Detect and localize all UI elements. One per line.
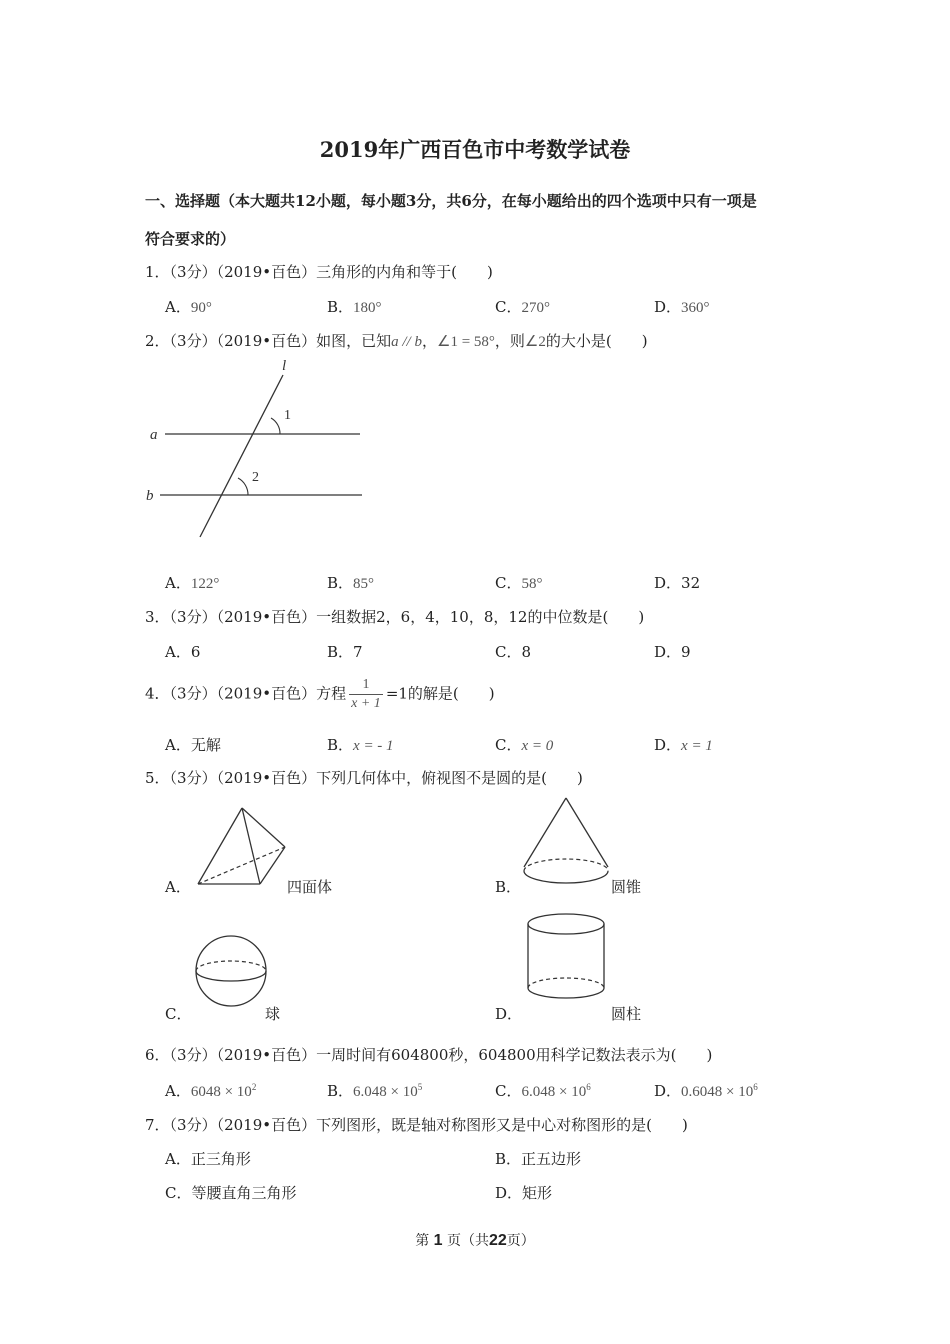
page-title: 2019年广西百色市中考数学试卷: [319, 137, 631, 162]
angle-1-arc: [271, 418, 280, 434]
q3-option-b: B．7: [327, 643, 363, 661]
q5-option-d-label: D．: [495, 1005, 523, 1023]
parallel-lines-figure: [140, 360, 380, 545]
q5-option-c-name: 球: [265, 1005, 281, 1023]
cylinder-figure: [523, 910, 609, 1004]
label-1: 1: [284, 408, 291, 423]
q7-option-b: B．正五边形: [495, 1150, 582, 1168]
tetrahedron-figure: [190, 800, 295, 890]
q1-option-b: B．180°: [327, 298, 382, 316]
q2-option-a: A．122°: [165, 574, 220, 592]
q7-option-a: A．正三角形: [165, 1150, 251, 1168]
angle-2-arc: [238, 478, 248, 495]
question-4: 4．（3分）（2019•百色）方程 $\frac{1}{x + 1}$ =1的解是( ): [145, 677, 495, 711]
q5-option-a-label: A．: [165, 878, 191, 896]
question-5: 5．（3分）（2019•百色）下列几何体中，俯视图不是圆的是( ): [145, 769, 583, 787]
q6-option-d: D．$0.6048 \times 10^6$: [654, 1082, 758, 1100]
q5-option-b-name: 圆锥: [611, 878, 642, 896]
q5-option-a-name: 四面体: [287, 878, 333, 896]
question-2: 2．（3分）（2019•百色）如图，已知a // b，∠1 = 58°，则∠2的大小是( ): [145, 332, 648, 350]
question-7: 7．（3分）（2019•百色）下列图形，既是轴对称图形又是中心对称图形的是( ): [145, 1116, 688, 1134]
q1-option-c: C．270°: [495, 298, 550, 316]
label-l: l: [282, 360, 287, 374]
question-6: 6．（3分）（2019•百色）一周时间有604800秒，604800用科学记数法表示为( ): [145, 1046, 713, 1064]
section-heading-cont: 符合要求的）: [145, 230, 236, 248]
q6-option-a: A．$6048 \times 10^2$: [165, 1082, 257, 1100]
q5-option-d-name: 圆柱: [611, 1005, 642, 1023]
q2-option-c: C．58°: [495, 574, 543, 592]
label-b: b: [146, 488, 154, 504]
fraction: $\frac{1}{x + 1}$: [351, 677, 381, 711]
section-heading: 一、选择题（本大题共12小题，每小题3分，共6分，在每小题给出的四个选项中只有一项是: [145, 192, 757, 210]
question-1: 1．（3分）（2019•百色）三角形的内角和等于( ): [145, 263, 493, 281]
page-number: 1: [433, 1232, 443, 1249]
q5-option-b-label: B．: [495, 878, 522, 896]
q4-option-b: B．x = - 1: [327, 736, 394, 754]
q6-option-c: C．$6.048 \times 10^6$: [495, 1082, 591, 1100]
page-total: 22: [489, 1232, 507, 1249]
q7-option-d: D．矩形: [495, 1184, 553, 1202]
line-l: [200, 375, 283, 537]
sphere-figure: [193, 933, 269, 1009]
cone-figure: [518, 795, 614, 887]
q1-option-d: D．360°: [654, 298, 710, 316]
page-footer: 第 1 页（共22页）: [415, 1232, 535, 1249]
q2-option-d: D．32: [654, 574, 701, 592]
q3-option-d: D．9: [654, 643, 691, 661]
q6-option-b: B．$6.048 \times 10^5$: [327, 1082, 423, 1100]
q4-option-d: D．x = 1: [654, 736, 713, 754]
q3-option-c: C．8: [495, 643, 532, 661]
q4-option-c: C．x = 0: [495, 736, 554, 754]
q2-option-b: B．85°: [327, 574, 375, 592]
label-2: 2: [252, 470, 259, 485]
q5-option-c-label: C．: [165, 1005, 192, 1023]
label-a: a: [150, 427, 158, 443]
question-3: 3．（3分）（2019•百色）一组数据2，6，4，10，8，12的中位数是( ): [145, 608, 645, 626]
q7-option-c: C．等腰直角三角形: [165, 1184, 297, 1202]
q4-option-a: A．无解: [165, 736, 221, 754]
q1-option-a: A．90°: [165, 298, 212, 316]
q3-option-a: A．6: [165, 643, 201, 661]
